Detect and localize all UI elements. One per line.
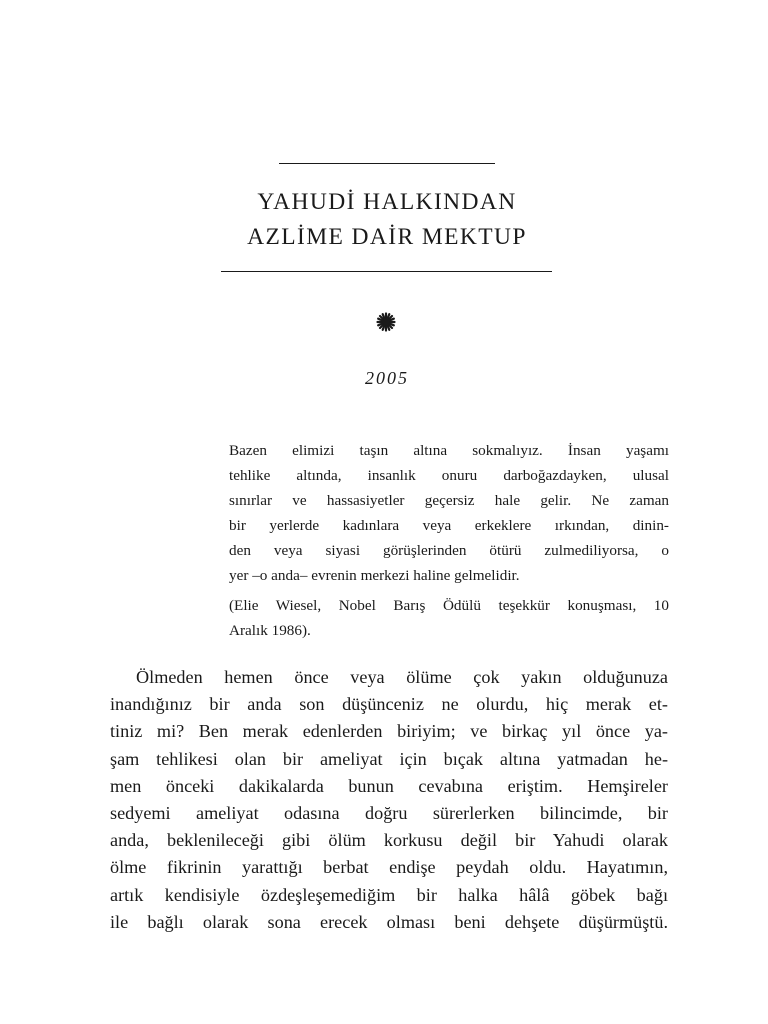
citation-line: (Elie Wiesel, Nobel Barış Ödülü teşekkür konuşması, 10 (229, 597, 669, 614)
body-line: anda, beklenileceği gibi ölüm korkusu değil bir Yahudi olarak (110, 830, 668, 851)
asterisk-ornament-icon (376, 312, 396, 332)
epigraph-line: yer –o anda– evrenin merkezi haline gelmelidir. (229, 567, 520, 584)
citation-line: Aralık 1986). (229, 622, 311, 639)
title-top-rule (279, 163, 495, 164)
epigraph-line: tehlike altında, insanlık onuru darboğazdayken, ulusal (229, 467, 669, 484)
body-line: inandığınız bir anda son düşünceniz ne olurdu, hiç merak et- (110, 694, 668, 715)
title-bottom-rule (221, 271, 552, 272)
epigraph-line: bir yerlerde kadınlara veya erkeklere ırkından, dinin- (229, 517, 669, 534)
chapter-year: 2005 (365, 368, 409, 388)
body-line: tiniz mi? Ben merak edenlerden biriyim; ve birkaç yıl önce ya- (110, 721, 668, 742)
epigraph-line: den veya siyasi görüşlerinden ötürü zulmediliyorsa, o (229, 542, 669, 559)
body-paragraph (110, 664, 668, 936)
chapter-title-line-2: AZLİME DAİR MEKTUP (247, 224, 527, 250)
body-line: Ölmeden hemen önce veya ölüme çok yakın olduğunuza (136, 667, 668, 687)
body-line: ile bağlı olarak sona erecek olması beni dehşete düşürmüştü. (110, 911, 668, 932)
chapter-title-line-1: YAHUDİ HALKINDAN (257, 189, 517, 215)
body-line: sedyemi ameliyat odasına doğru sürerlerken bilincimde, bir (110, 803, 668, 824)
epigraph-line: sınırlar ve hassasiyetler geçersiz hale gelir. Ne zaman (229, 492, 669, 509)
body-line: şam tehlikesi olan bir ameliyat için bıçak altına yatmadan he- (110, 748, 668, 769)
body-line: men önceki dakikalarda bunun cevabına eriştim. Hemşireler (110, 775, 668, 796)
epigraph-citation (229, 593, 669, 643)
epigraph-quote (229, 438, 669, 588)
epigraph-line: Bazen elimizi taşın altına sokmalıyız. İnsan yaşamı (229, 442, 669, 459)
body-line: artık kendisiyle özdeşleşemediğim bir halka hâlâ göbek bağı (110, 884, 668, 905)
body-line: ölme fikrinin yarattığı berbat endişe peydah oldu. Hayatımın, (110, 857, 668, 878)
